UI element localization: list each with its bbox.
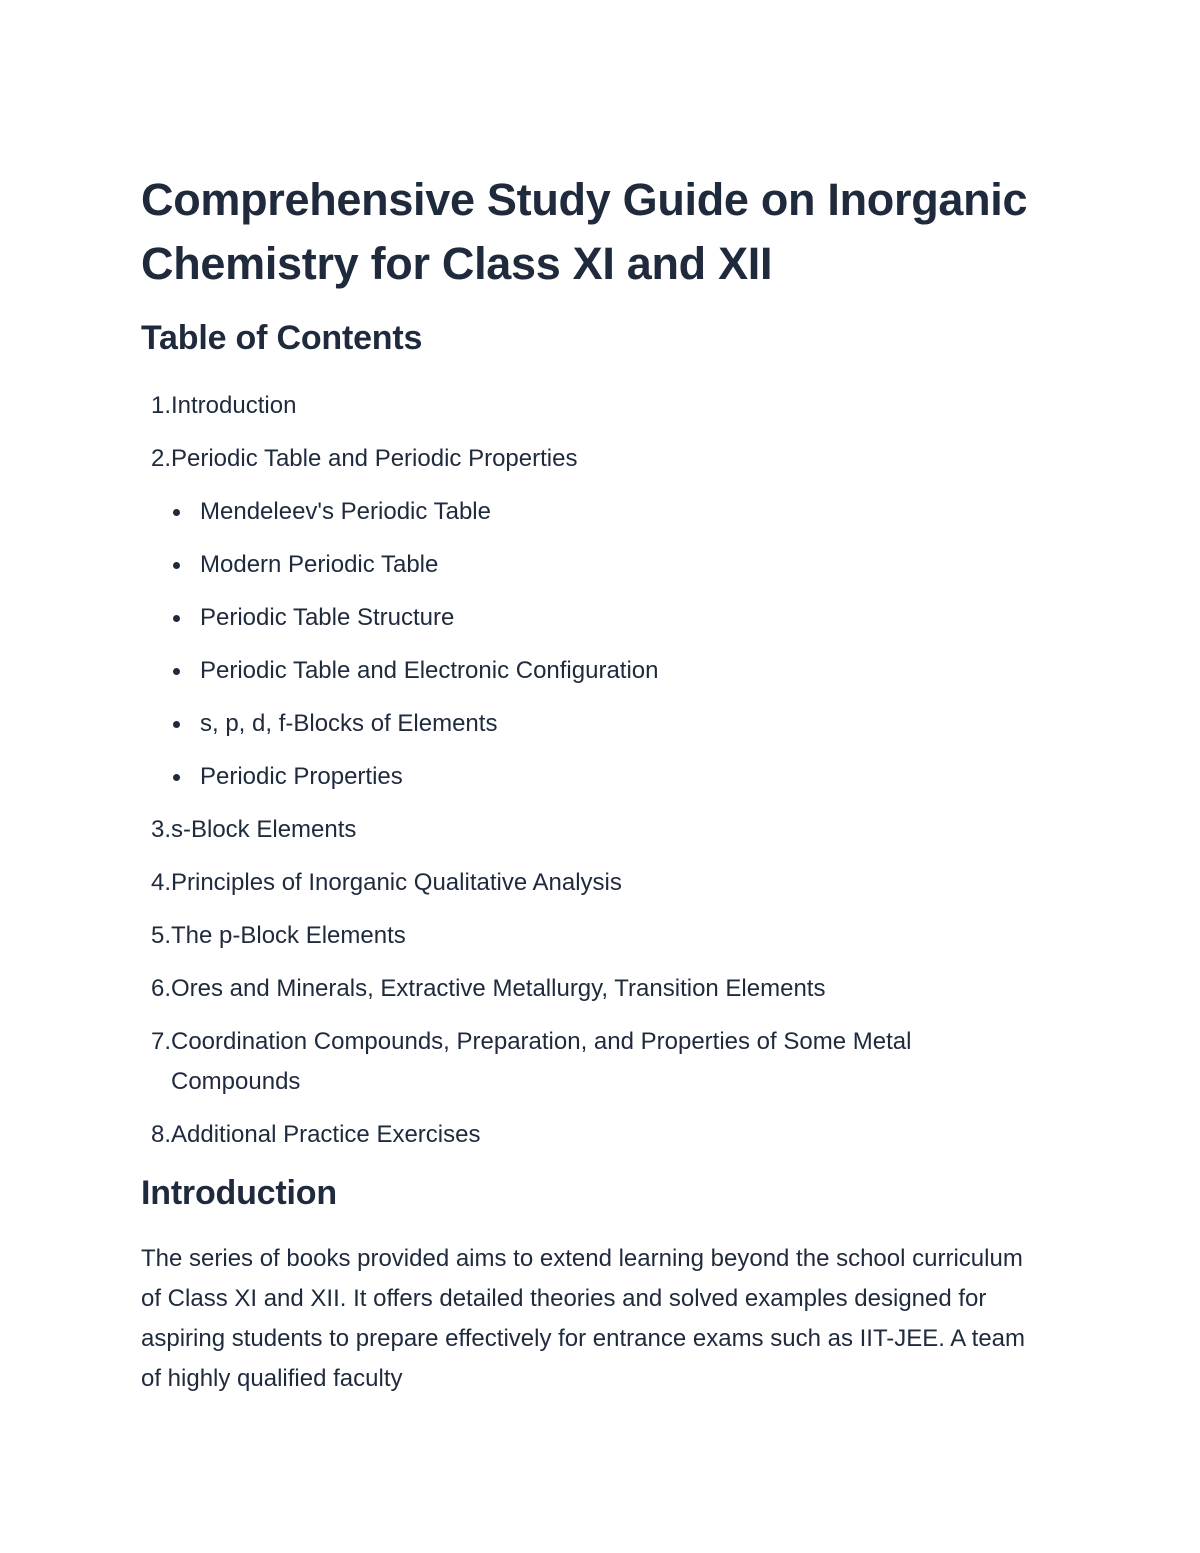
- document-title: Comprehensive Study Guide on Inorganic Chemistry for Class XI and XII: [141, 174, 1028, 289]
- toc-subitem-label: Modern Periodic Table: [200, 551, 439, 578]
- toc-item-label: The p-Block Elements: [171, 922, 406, 949]
- toc-item-number: 8.: [150, 1121, 171, 1148]
- toc-sublist: [141, 492, 1041, 797]
- toc-item[interactable]: [141, 810, 1041, 850]
- toc-subitem[interactable]: [141, 545, 1041, 585]
- toc-item-label: Introduction: [171, 392, 297, 419]
- bullet-icon: [173, 721, 180, 728]
- toc-item-label: Principles of Inorganic Qualitative Analysis: [171, 869, 622, 896]
- toc-subitem-label: s, p, d, f-Blocks of Elements: [200, 710, 498, 737]
- document-page: [141, 168, 1041, 1399]
- toc-item-label: Additional Practice Exercises: [171, 1121, 481, 1148]
- bullet-icon: [173, 668, 180, 675]
- introduction-heading: Introduction: [141, 1174, 337, 1212]
- toc-subitem[interactable]: [141, 492, 1041, 532]
- toc-subitem-label: Mendeleev's Periodic Table: [200, 498, 491, 525]
- toc-item-number: 1.: [150, 392, 171, 419]
- toc-item-number: 2.: [150, 445, 171, 472]
- bullet-icon: [173, 615, 180, 622]
- introduction-paragraph: The series of books provided aims to extend learning beyond the school curriculum of Class XI and XII. It offers detailed theories and solved examples designed for aspiring students to prepare effectively for entrance exams such as IIT-JEE. A team of highly qualified faculty: [141, 1245, 1026, 1392]
- toc-item-label: Ores and Minerals, Extractive Metallurgy, Transition Elements: [171, 975, 826, 1002]
- toc-subitem[interactable]: [141, 704, 1041, 744]
- toc-item-label: s-Block Elements: [171, 816, 357, 843]
- toc-item[interactable]: [141, 916, 1041, 956]
- toc-subitem-label: Periodic Table Structure: [200, 604, 455, 631]
- toc-item[interactable]: [141, 1115, 1041, 1155]
- toc-subitem[interactable]: [141, 598, 1041, 638]
- toc-list: [141, 386, 1041, 1155]
- toc-subitem[interactable]: [141, 757, 1041, 797]
- toc-item-number: 4.: [150, 869, 171, 896]
- bullet-icon: [173, 509, 180, 516]
- toc-item[interactable]: [141, 1022, 1041, 1102]
- toc-item-number: 7.: [150, 1028, 171, 1055]
- toc-item-number: 5.: [150, 922, 171, 949]
- toc-item[interactable]: [141, 439, 1041, 479]
- toc-item-label: Periodic Table and Periodic Properties: [171, 445, 578, 472]
- toc-item-label: Coordination Compounds, Preparation, and Properties of Some Metal Compounds: [171, 1028, 912, 1095]
- toc-item-number: 3.: [150, 816, 171, 843]
- toc-item[interactable]: [141, 863, 1041, 903]
- toc-subitem-label: Periodic Table and Electronic Configuration: [200, 657, 659, 684]
- toc-subitem[interactable]: [141, 651, 1041, 691]
- bullet-icon: [173, 562, 180, 569]
- toc-subitem-label: Periodic Properties: [200, 763, 403, 790]
- bullet-icon: [173, 774, 180, 781]
- toc-sublist-container: [141, 492, 1041, 797]
- toc-item[interactable]: [141, 969, 1041, 1009]
- toc-heading: Table of Contents: [141, 319, 423, 357]
- toc-item[interactable]: [141, 386, 1041, 426]
- toc-item-number: 6.: [150, 975, 171, 1002]
